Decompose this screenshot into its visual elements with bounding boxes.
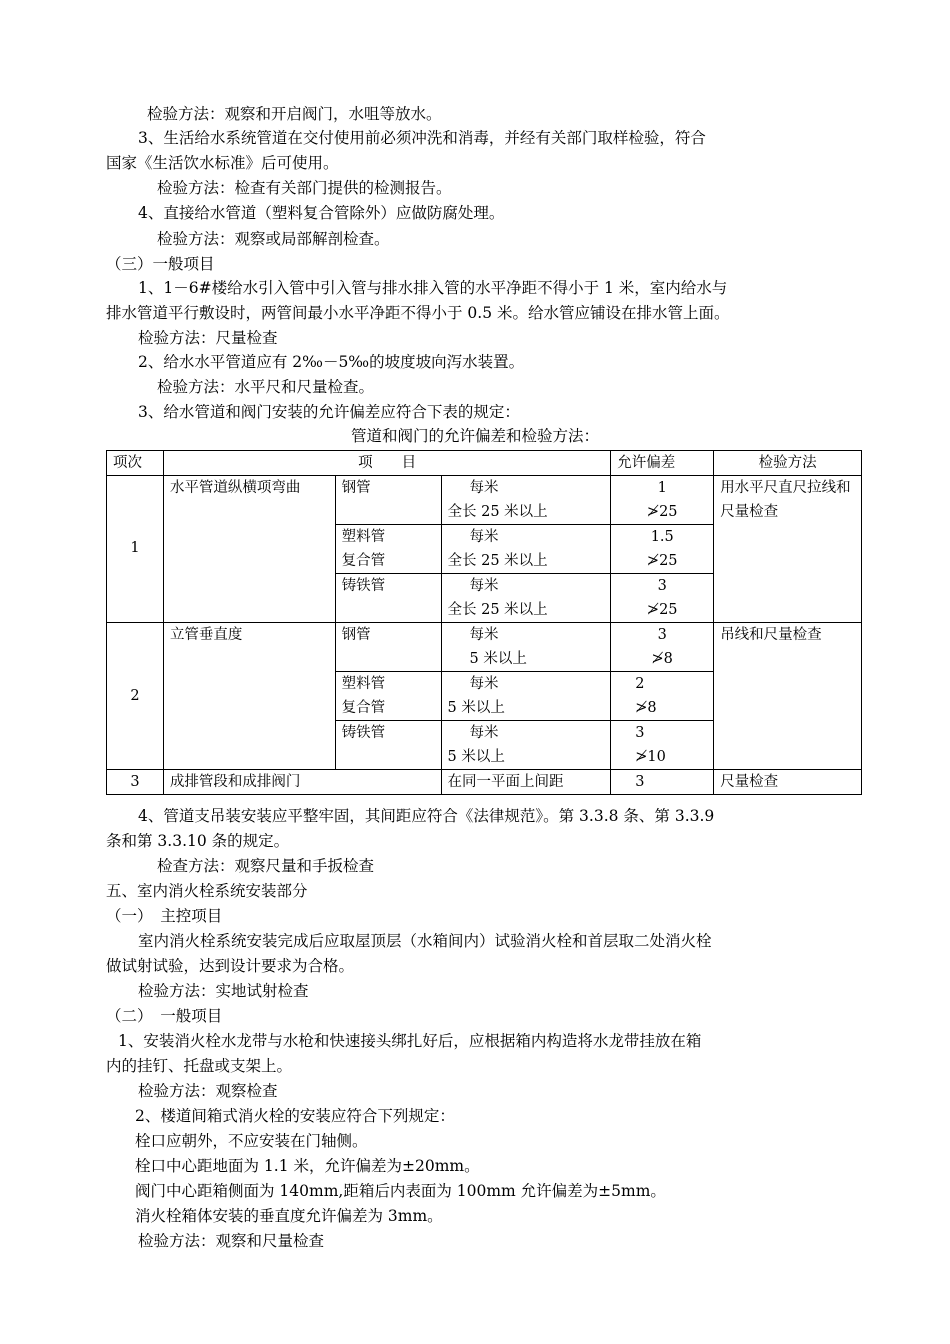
item-name: 成排管段和成排阀门 [163, 770, 441, 795]
text-line: 内的挂钉、托盘或支架上。 [106, 1057, 293, 1075]
table-header-row [107, 451, 862, 476]
text-line: 检验方法：观察和尺量检查 [138, 1232, 325, 1250]
section-heading: （三）一般项目 [106, 255, 215, 273]
condition: 每米 5 米以上 [441, 623, 611, 672]
deviation: 3 ≯10 [611, 721, 714, 770]
inspection-method: 吊线和尺量检查 [714, 623, 862, 770]
inspection-method: 用水平尺直尺拉线和尺量检查 [714, 476, 862, 623]
pipe-type: 塑料管 复合管 [335, 525, 441, 574]
text-line: 条和第 3.3.10 条的规定。 [106, 832, 290, 850]
pipe-type: 塑料管 复合管 [335, 672, 441, 721]
text-line: 检验方法：尺量检查 [138, 329, 278, 347]
condition: 每米 5 米以上 [441, 721, 611, 770]
text-line: 4、管道支吊装安装应平整牢固，其间距应符合《法律规范》。第 3.3.8 条、第 3.3.9 [138, 807, 715, 825]
pipe-type: 铸铁管 [335, 574, 441, 623]
text-line: 4、直接给水管道（塑料复合管除外）应做防腐处理。 [138, 204, 505, 222]
condition: 在同一平面上间距 [441, 770, 611, 795]
deviation: 3 [611, 770, 714, 795]
deviation: 3 ≯25 [611, 574, 714, 623]
table-row [107, 476, 862, 525]
text-line: 栓口应朝外，不应安装在门轴侧。 [135, 1132, 368, 1150]
section-heading: 五、室内消火栓系统安装部分 [106, 882, 308, 900]
inspection-method: 尺量检查 [714, 770, 862, 795]
text-line: 排水管道平行敷设时，两管间最小水平净距不得小于 0.5 米。给水管应铺设在排水管上面。 [106, 304, 730, 322]
pipe-type: 钢管 [335, 623, 441, 672]
item-name: 水平管道纵横项弯曲 [163, 476, 335, 623]
item-name: 立管垂直度 [163, 623, 335, 770]
header-cell: 检验方法 [714, 451, 862, 476]
text-line: 检验方法：观察和开启阀门，水咀等放水。 [147, 105, 442, 123]
pipe-type: 钢管 [335, 476, 441, 525]
row-number: 1 [107, 476, 164, 623]
text-line: 检验方法：观察检查 [138, 1082, 278, 1100]
table-row [107, 623, 862, 672]
condition: 每米 全长 25 米以上 [441, 525, 611, 574]
text-line: 室内消火栓系统安装完成后应取屋顶层（水箱间内）试验消火栓和首层取二处消火栓 [138, 932, 712, 950]
text-line: 3、生活给水系统管道在交付使用前必须冲洗和消毒，并经有关部门取样检验，符合 [138, 129, 706, 147]
deviation: 1.5 ≯25 [611, 525, 714, 574]
text-line: 3、给水管道和阀门安装的允许偏差应符合下表的规定： [138, 403, 520, 421]
tolerance-table [106, 450, 862, 795]
header-cell: 项 目 [163, 451, 610, 476]
text-line: 1、安装消火栓水龙带与水枪和快速接头绑扎好后，应根据箱内构造将水龙带挂放在箱 [118, 1032, 702, 1050]
text-line: 检验方法：观察或局部解剖检查。 [157, 230, 390, 248]
text-line: 2、楼道间箱式消火栓的安装应符合下列规定： [135, 1107, 455, 1125]
text-line: 检验方法：实地试射检查 [138, 982, 309, 1000]
text-line: 消火栓箱体安装的垂直度允许偏差为 3mm。 [135, 1207, 443, 1225]
table-row [107, 770, 862, 795]
section-heading: （二） 一般项目 [106, 1007, 223, 1025]
text-line: 做试射试验，达到设计要求为合格。 [106, 957, 355, 975]
table-caption: 管道和阀门的允许偏差和检验方法： [350, 427, 599, 445]
text-line: 检验方法：检查有关部门提供的检测报告。 [157, 179, 452, 197]
text-line: 1、1－6#楼给水引入管中引入管与排水排入管的水平净距不得小于 1 米，室内给水与 [138, 279, 728, 297]
text-line: 2、给水水平管道应有 2‰－5‰的坡度坡向泻水装置。 [138, 353, 525, 371]
row-number: 3 [107, 770, 164, 795]
header-cell: 项次 [107, 451, 164, 476]
text-line: 阀门中心距箱侧面为 140mm,距箱后内表面为 100mm 允许偏差为±5mm。 [135, 1182, 666, 1200]
text-line: 栓口中心距地面为 1.1 米，允许偏差为±20mm。 [135, 1157, 480, 1175]
text-line: 国家《生活饮水标准》后可使用。 [106, 154, 339, 172]
text-line: 检查方法：观察尺量和手扳检查 [157, 857, 375, 875]
condition: 每米 全长 25 米以上 [441, 476, 611, 525]
condition: 每米 全长 25 米以上 [441, 574, 611, 623]
deviation: 3 ≯8 [611, 623, 714, 672]
header-cell: 允许偏差 [611, 451, 714, 476]
deviation: 1 ≯25 [611, 476, 714, 525]
text-line: 检验方法：水平尺和尺量检查。 [157, 378, 375, 396]
row-number: 2 [107, 623, 164, 770]
condition: 每米 5 米以上 [441, 672, 611, 721]
section-heading: （一） 主控项目 [106, 907, 223, 925]
pipe-type: 铸铁管 [335, 721, 441, 770]
deviation: 2 ≯8 [611, 672, 714, 721]
